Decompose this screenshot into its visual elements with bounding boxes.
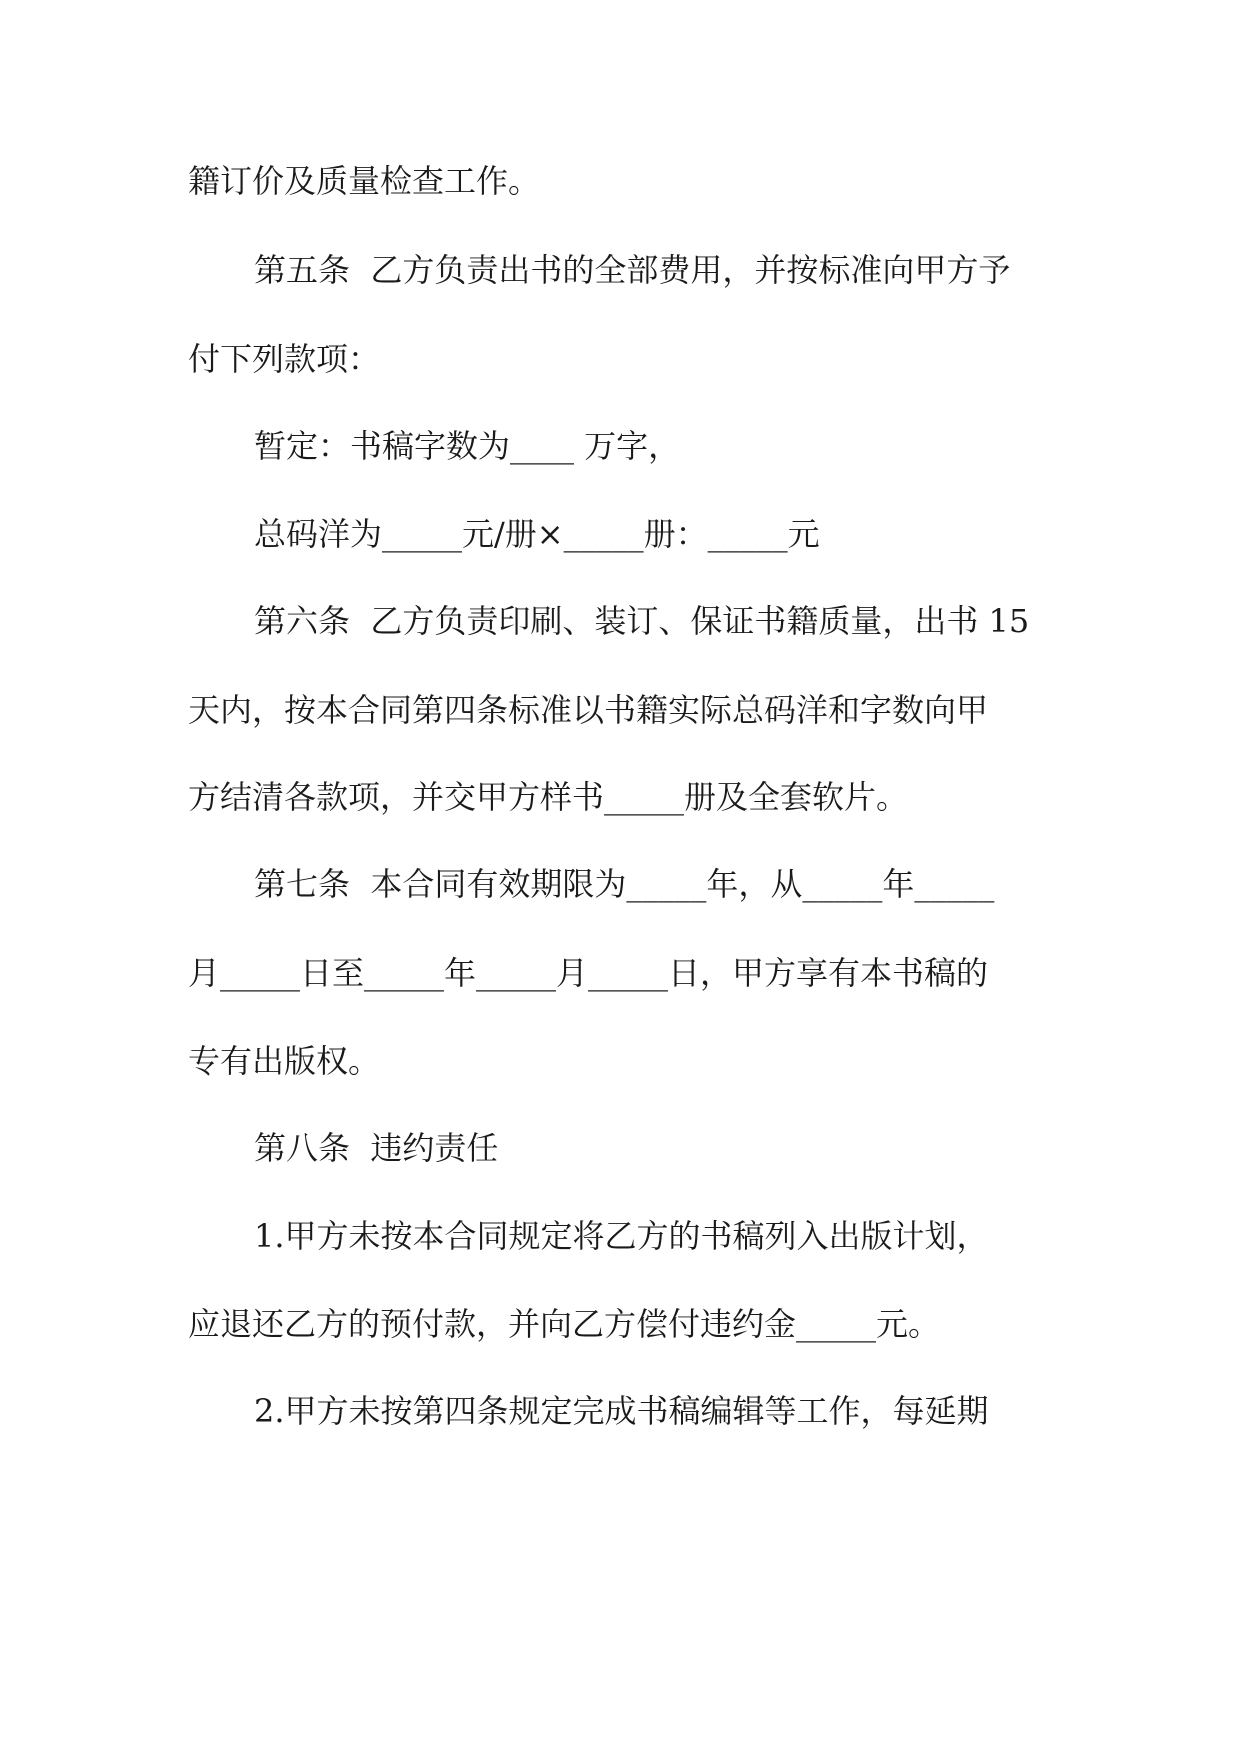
- total-price-line: 总码洋为_____元/册×_____册：_____元: [254, 515, 820, 553]
- paragraph-line: 付下列款项：: [188, 340, 381, 378]
- paragraph-line: 月_____日至_____年_____月_____日，甲方享有本书稿的: [188, 954, 989, 992]
- article-6-heading-line: 第六条 乙方负责印刷、装订、保证书籍质量，出书 15: [254, 602, 1030, 640]
- word-count-line: 暂定：书稿字数为____ 万字，: [254, 427, 681, 465]
- paragraph-line: 应退还乙方的预付款，并向乙方偿付违约金_____元。: [188, 1305, 941, 1343]
- paragraph-line: 天内，按本合同第四条标准以书籍实际总码洋和字数向甲: [188, 691, 989, 729]
- clause-2-line: 2.甲方未按第四条规定完成书稿编辑等工作，每延期: [254, 1392, 989, 1430]
- paragraph-line: 籍订价及质量检查工作。: [188, 162, 541, 200]
- article-5-heading-line: 第五条 乙方负责出书的全部费用，并按标准向甲方予: [254, 251, 1011, 289]
- paragraph-line: 方结清各款项，并交甲方样书_____册及全套软片。: [188, 778, 909, 816]
- article-7-heading-line: 第七条 本合同有效期限为_____年，从_____年_____: [254, 865, 995, 903]
- clause-1-line: 1.甲方未按本合同规定将乙方的书稿列入出版计划，: [254, 1217, 989, 1255]
- article-8-heading-line: 第八条 违约责任: [254, 1129, 499, 1167]
- paragraph-line: 专有出版权。: [188, 1042, 381, 1080]
